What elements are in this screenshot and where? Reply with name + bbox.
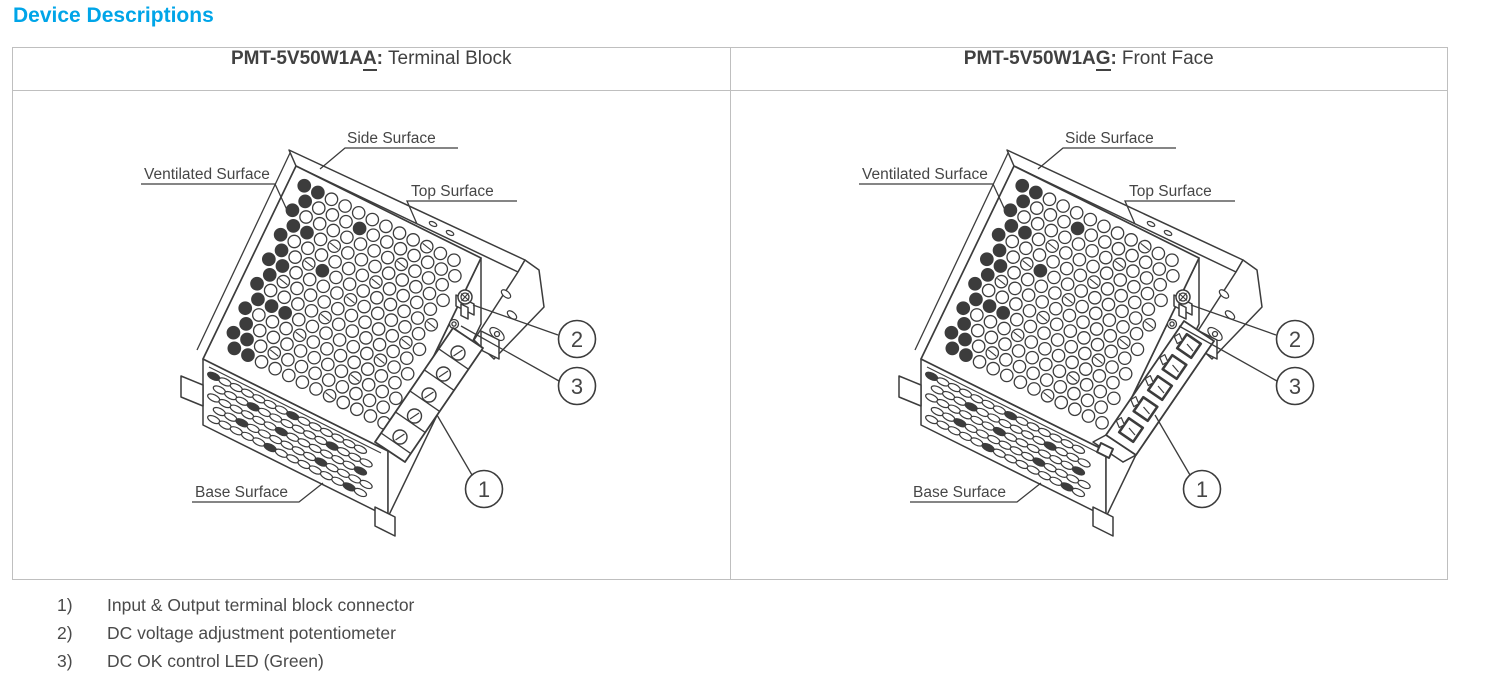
- label-side-surface: [320, 130, 458, 169]
- page-title: Device Descriptions: [13, 4, 214, 27]
- note-text: DC voltage adjustment potentiometer: [107, 623, 396, 643]
- label-base-surface: [910, 483, 1041, 502]
- callout-1: [437, 415, 503, 508]
- svg-text:Top Surface: Top Surface: [411, 183, 494, 200]
- note-item: [57, 619, 414, 647]
- svg-text:3: 3: [1288, 374, 1301, 399]
- svg-text:Ventilated Surface: Ventilated Surface: [144, 166, 270, 183]
- svg-text:Side Surface: Side Surface: [1064, 130, 1154, 147]
- note-item: [57, 647, 414, 675]
- svg-text:Top Surface: Top Surface: [1128, 183, 1212, 200]
- note-text: DC OK control LED (Green): [107, 651, 324, 671]
- svg-text:2: 2: [570, 327, 584, 352]
- variant-label: Front Face: [1121, 48, 1214, 69]
- dc-ok-led: [450, 320, 459, 329]
- legend-list: [57, 591, 414, 675]
- model-suffix-underlined: G: [1095, 48, 1111, 69]
- model-suffix-underlined: A: [362, 48, 377, 69]
- svg-text:Side Surface: Side Surface: [347, 130, 436, 147]
- label-side-surface: [1038, 130, 1176, 169]
- drawing-cell-terminal-block: [13, 91, 731, 580]
- note-number: 2): [57, 623, 73, 643]
- svg-text:3: 3: [570, 374, 584, 399]
- model-name: PMT-5V50W1A: [963, 48, 1096, 69]
- device-diagram-front-face: [731, 91, 1447, 579]
- note-item: [57, 591, 414, 619]
- device-diagram-terminal-block: [13, 91, 729, 579]
- note-number: 3): [57, 651, 73, 671]
- note-number: 1): [57, 595, 73, 615]
- svg-text:2: 2: [1288, 327, 1301, 352]
- svg-text:1: 1: [477, 477, 491, 502]
- svg-text:1: 1: [1195, 477, 1208, 502]
- label-ventilated-surface: [859, 166, 1005, 210]
- table-header-front-face: PMT-5V50W1AG: Front Face: [730, 48, 1448, 91]
- variant-label: Terminal Block: [388, 48, 512, 69]
- label-ventilated-surface: [141, 166, 287, 210]
- svg-text:Ventilated Surface: Ventilated Surface: [861, 166, 988, 183]
- model-name: PMT-5V50W1A: [230, 48, 363, 69]
- label-base-surface: [192, 483, 323, 502]
- note-text: Input & Output terminal block connector: [107, 595, 415, 615]
- device-description-table: [12, 47, 1448, 580]
- table-header-terminal-block: PMT-5V50W1AA: Terminal Block: [13, 48, 731, 91]
- dc-ok-led: [1167, 320, 1176, 329]
- svg-text:Base Surface: Base Surface: [912, 484, 1006, 501]
- drawing-cell-front-face: [730, 91, 1448, 580]
- callout-1: [1155, 415, 1221, 508]
- svg-text:Base Surface: Base Surface: [195, 484, 289, 501]
